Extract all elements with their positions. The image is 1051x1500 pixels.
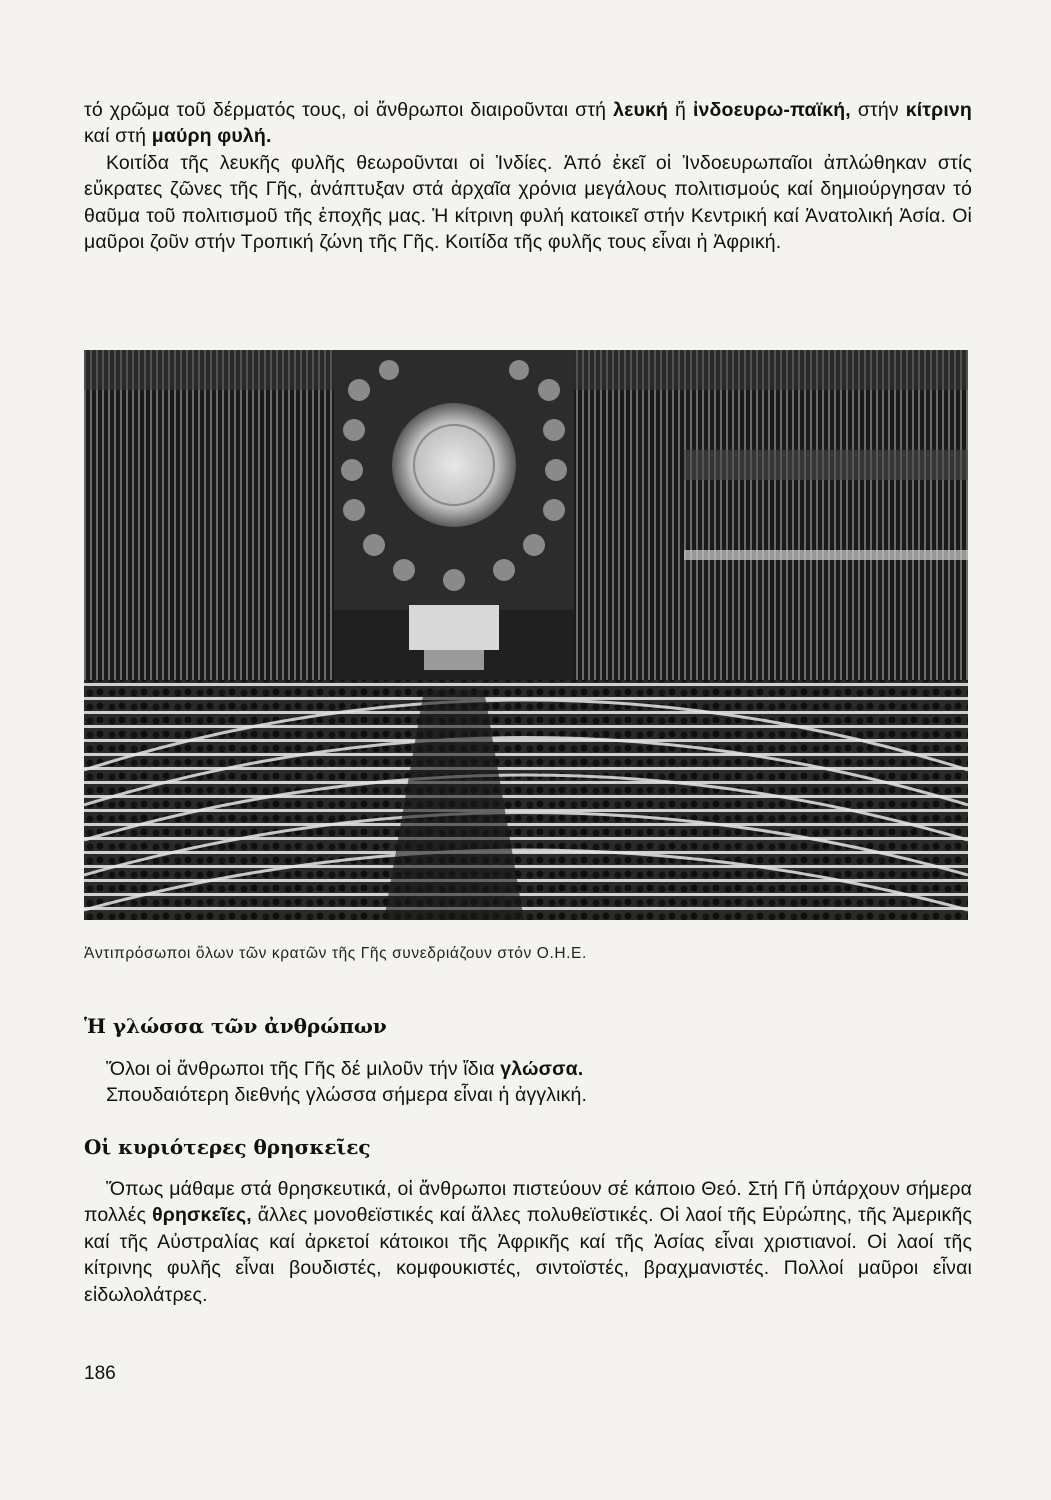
un-assembly-photo xyxy=(84,350,968,920)
language-paragraph xyxy=(84,1056,972,1109)
un-emblem xyxy=(392,403,516,527)
assembly-hall-illustration xyxy=(84,350,968,920)
intro-bold-yellow: κίτρινη xyxy=(905,99,972,121)
religions-paragraph xyxy=(84,1176,972,1308)
religions-bold: θρησκεῖες, xyxy=(152,1204,252,1227)
intro-bold-white: λευκή xyxy=(613,99,669,121)
language-bold: γλώσσα. xyxy=(500,1058,584,1080)
intro-paragraph-2: Κοιτίδα τῆς λευκῆς φυλῆς θεωροῦνται οἱ Ἰνδίες. Ἀπό ἐκεῖ οἱ Ἰνδοευρωπαῖοι ἀπλώθηκαν στίς εὔκρατες ζῶνες τῆς Γῆς, ἀνάπτυξαν στά ἀρχαῖα χρόνια μεγάλους πολιτισμούς καί δημιούργησαν τό θαῦμα τοῦ πολιτισμοῦ τῆς ἐποχῆς μας. Ἡ κίτρινη φυλή κατοικεῖ στήν Κεντρική καί Ἀνατολική Ἀσία. Οἱ μαῦροι ζοῦν στήν Τροπική ζώνη τῆς Γῆς. Κοιτίδα τῆς φυλῆς τους εἶναι ἡ Ἀφρική. xyxy=(84,151,972,254)
intro-paragraph xyxy=(84,97,972,255)
section-heading-religions: Οἱ κυριότερες θρησκεῖες xyxy=(84,1135,371,1159)
language-text-1: Ὅλοι οἱ ἄνθρωποι τῆς Γῆς δέ μιλοῦν τήν ἴδια xyxy=(106,1058,501,1080)
intro-bold-indo: ἰνδοευρω-παϊκή, xyxy=(692,99,851,121)
section-heading-language: Ἡ γλώσσα τῶν ἀνθρώπων xyxy=(84,1014,387,1038)
religions-text-2: ἄλλες μονοθεϊστικές καί ἄλλες πολυθεϊστικές. Οἱ λαοί τῆς Εὐρώπης, τῆς Ἀμερικῆς καί τῆς Αὐστραλίας καί ἀρκετοί κάτοικοι τῆς Ἀφρικῆς καί τῆς Ἀσίας εἶναι χριστιανοί. Οἱ λαοί τῆς κίτρινης φυλῆς εἶναι βουδιστές, κομφουκιστές, σιντοϊστές, βραχμανιστές. Πολλοί μαῦροι εἶναι εἰδωλολάτρες. xyxy=(84,1204,972,1306)
intro-text-1: τό χρῶμα τοῦ δέρματός τους, οἱ ἄνθρωποι διαιροῦνται στή xyxy=(84,99,614,121)
delegate-seating xyxy=(84,680,968,920)
language-text-2: Σπουδαιότερη διεθνής γλώσσα σήμερα εἶναι ἡ ἀγγλική. xyxy=(106,1084,588,1107)
intro-text-3: στήν xyxy=(850,99,906,121)
rostrum xyxy=(409,605,499,650)
page-number: 186 xyxy=(84,1363,116,1384)
intro-text-4: καί στή xyxy=(84,125,152,148)
intro-bold-black: μαύρη φυλή. xyxy=(151,125,272,148)
photo-caption: Ἀντιπρόσωποι ὅλων τῶν κρατῶν τῆς Γῆς συνεδριάζουν στόν Ο.Η.Ε. xyxy=(84,945,587,962)
intro-text-2: ἤ xyxy=(668,99,693,121)
religions-text-1: Ὅπως μάθαμε στά θρησκευτικά, οἱ ἄνθρωποι πιστεύουν σέ κάποιο Θεό. Στή Γῆ ὑπάρχουν σήμερα πολλές xyxy=(84,1178,972,1227)
